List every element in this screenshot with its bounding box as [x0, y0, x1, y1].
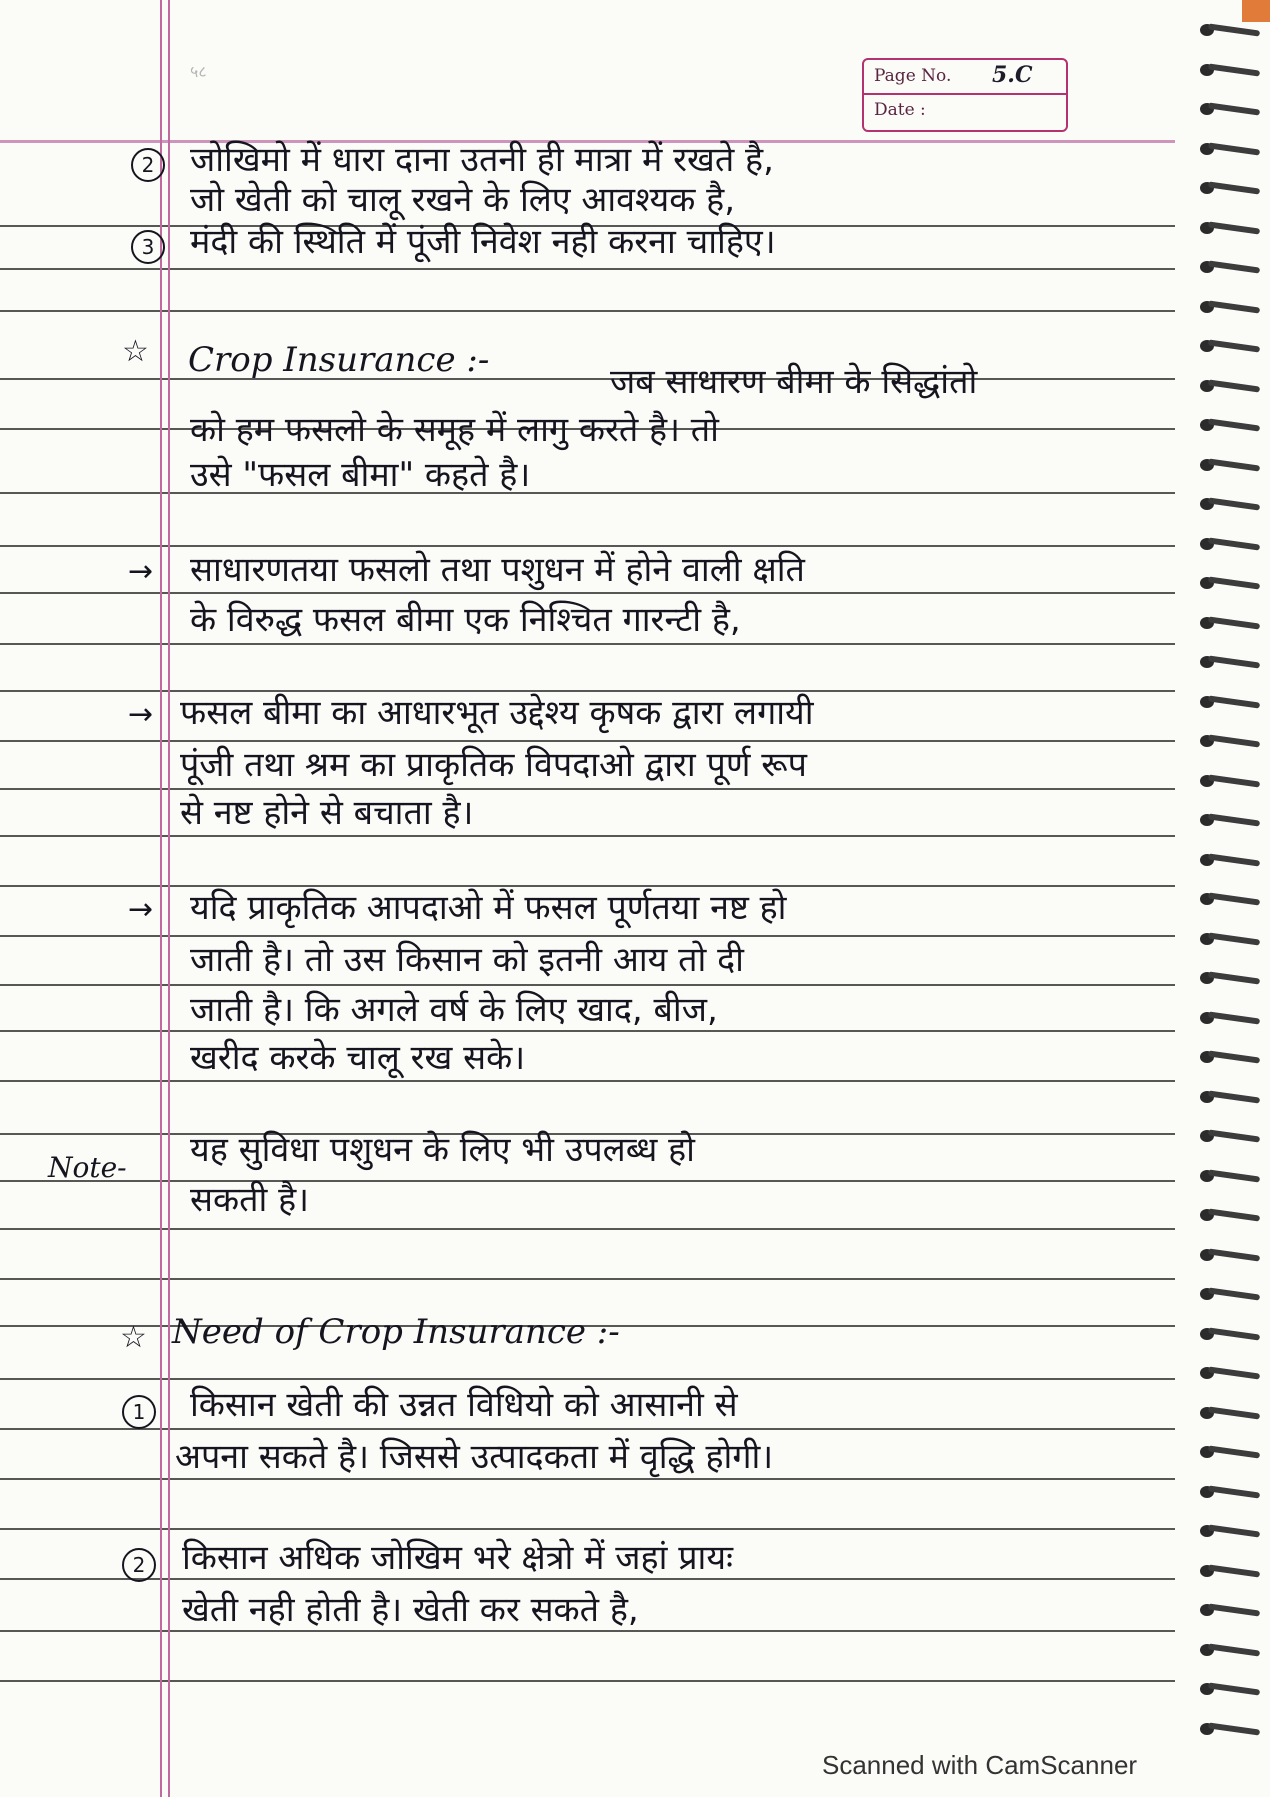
need-point-2-marker: 2 — [122, 1548, 156, 1582]
binding-ring — [1198, 139, 1262, 159]
point-2-line: जोखिमो में धारा दाना उतनी ही मात्रा में रखते है, — [190, 140, 774, 180]
binding-ring — [1198, 1284, 1262, 1304]
faint-page-mark: ५८ — [190, 62, 207, 81]
ruled-line — [0, 1378, 1175, 1380]
paragraph-line: उसे "फसल बीमा" कहते है। — [190, 455, 531, 495]
ruled-line — [0, 1278, 1175, 1280]
bullet-line: पूंजी तथा श्रम का प्राकृतिक विपदाओ द्वारा पूर्ण रूप — [180, 745, 807, 785]
ruled-line — [0, 1228, 1175, 1230]
spiral-binding — [1182, 20, 1262, 1760]
binding-ring — [1198, 1245, 1262, 1265]
binding-ring — [1198, 850, 1262, 870]
ruled-line — [0, 935, 1175, 937]
ruled-line — [0, 1478, 1175, 1480]
margin-line — [160, 0, 162, 1797]
bullet-line: खरीद करके चालू रख सके। — [190, 1038, 526, 1078]
binding-ring — [1198, 1600, 1262, 1620]
binding-ring — [1198, 652, 1262, 672]
note-label: Note- — [48, 1151, 127, 1184]
need-point-line: किसान अधिक जोखिम भरे क्षेत्रो में जहां प्रायः — [182, 1538, 733, 1578]
need-point-line: किसान खेती की उन्नत विधियो को आसानी से — [190, 1385, 738, 1425]
arrow-bullet-icon: → — [128, 892, 154, 927]
binding-ring — [1198, 692, 1262, 712]
binding-ring — [1198, 810, 1262, 830]
ruled-line — [0, 984, 1175, 986]
binding-ring — [1198, 1205, 1262, 1225]
date-label: Date : — [874, 100, 926, 120]
ruled-line — [0, 545, 1175, 547]
binding-ring — [1198, 1679, 1262, 1699]
binding-ring — [1198, 771, 1262, 791]
point-3-line: मंदी की स्थिति में पूंजी निवेश नही करना चाहिए। — [190, 222, 776, 262]
ruled-line — [0, 690, 1175, 692]
ruled-line — [0, 378, 1175, 380]
page-no-label: Page No. — [874, 66, 952, 86]
binding-ring — [1198, 1087, 1262, 1107]
need-point-1-marker: 1 — [122, 1395, 156, 1429]
binding-ring — [1198, 889, 1262, 909]
ruled-line — [0, 835, 1175, 837]
ruled-line — [0, 643, 1175, 645]
ruled-line — [0, 268, 1175, 270]
ruled-line — [0, 1680, 1175, 1682]
ruled-line — [0, 1180, 1175, 1182]
binding-ring — [1198, 1403, 1262, 1423]
ruled-line — [0, 1030, 1175, 1032]
bullet-line: यदि प्राकृतिक आपदाओ में फसल पूर्णतया नष्ट हो — [190, 888, 787, 928]
need-point-line: खेती नही होती है। खेती कर सकते है, — [182, 1590, 639, 1630]
page-no-value: 5.C — [992, 62, 1033, 88]
page-number-box — [862, 58, 1068, 132]
binding-ring — [1198, 218, 1262, 238]
ruled-line — [0, 740, 1175, 742]
binding-ring — [1198, 573, 1262, 593]
ruled-line — [0, 1630, 1175, 1632]
scanner-watermark: Scanned with CamScanner — [822, 1750, 1138, 1780]
ruled-line — [0, 310, 1175, 312]
paragraph-line: को हम फसलो के समूह में लागु करते है। तो — [190, 410, 719, 450]
note-line: यह सुविधा पशुधन के लिए भी उपलब्ध हो — [190, 1130, 695, 1170]
paragraph-line: जब साधारण बीमा के सिद्धांतो — [610, 362, 978, 402]
binding-ring — [1198, 534, 1262, 554]
ruled-line — [0, 885, 1175, 887]
header-divider — [864, 93, 1066, 95]
binding-ring — [1198, 1363, 1262, 1383]
binding-ring — [1198, 455, 1262, 475]
bullet-line: जाती है। तो उस किसान को इतनी आय तो दी — [190, 940, 744, 980]
binding-ring — [1198, 336, 1262, 356]
binding-ring — [1198, 1008, 1262, 1028]
bullet-line: फसल बीमा का आधारभूत उद्देश्य कृषक द्वारा लगायी — [180, 693, 814, 733]
ruled-line — [0, 492, 1175, 494]
arrow-bullet-icon: → — [128, 697, 154, 732]
star-marker: ☆ — [120, 1320, 147, 1355]
star-marker: ☆ — [122, 334, 149, 369]
binding-ring — [1198, 20, 1262, 40]
binding-ring — [1198, 1442, 1262, 1462]
binding-ring — [1198, 613, 1262, 633]
binding-ring — [1198, 1521, 1262, 1541]
arrow-bullet-icon: → — [128, 554, 154, 589]
binding-ring — [1198, 929, 1262, 949]
paper-corner — [1242, 0, 1270, 22]
binding-ring — [1198, 1719, 1262, 1739]
point-2-line: जो खेती को चालू रखने के लिए आवश्यक है, — [190, 180, 736, 220]
ruled-line — [0, 592, 1175, 594]
note-line: सकती है। — [190, 1180, 310, 1220]
binding-ring — [1198, 1047, 1262, 1067]
bullet-line: से नष्ट होने से बचाता है। — [180, 793, 474, 833]
binding-ring — [1198, 1324, 1262, 1344]
binding-ring — [1198, 178, 1262, 198]
point-2-marker: 2 — [131, 148, 165, 182]
binding-ring — [1198, 1166, 1262, 1186]
ruled-line — [0, 1578, 1175, 1580]
binding-ring — [1198, 257, 1262, 277]
section-heading: Need of Crop Insurance :- — [172, 1312, 620, 1352]
binding-ring — [1198, 415, 1262, 435]
ruled-line — [0, 1428, 1175, 1430]
need-point-line: अपना सकते है। जिससे उत्पादकता में वृद्धि होगी। — [175, 1437, 774, 1477]
binding-ring — [1198, 376, 1262, 396]
binding-ring — [1198, 1126, 1262, 1146]
bullet-line: साधारणतया फसलो तथा पशुधन में होने वाली क्षति — [190, 550, 805, 590]
ruled-line — [0, 1080, 1175, 1082]
binding-ring — [1198, 494, 1262, 514]
binding-ring — [1198, 1640, 1262, 1660]
binding-ring — [1198, 1482, 1262, 1502]
binding-ring — [1198, 60, 1262, 80]
bullet-line: जाती है। कि अगले वर्ष के लिए खाद, बीज, — [190, 990, 718, 1030]
binding-ring — [1198, 731, 1262, 751]
section-heading: Crop Insurance :- — [188, 340, 490, 380]
binding-ring — [1198, 297, 1262, 317]
margin-line — [168, 0, 170, 1797]
bullet-line: के विरुद्ध फसल बीमा एक निश्चित गारन्टी है, — [190, 600, 741, 640]
binding-ring — [1198, 968, 1262, 988]
point-3-marker: 3 — [131, 230, 165, 264]
binding-ring — [1198, 1561, 1262, 1581]
ruled-line — [0, 1528, 1175, 1530]
binding-ring — [1198, 99, 1262, 119]
ruled-line — [0, 788, 1175, 790]
